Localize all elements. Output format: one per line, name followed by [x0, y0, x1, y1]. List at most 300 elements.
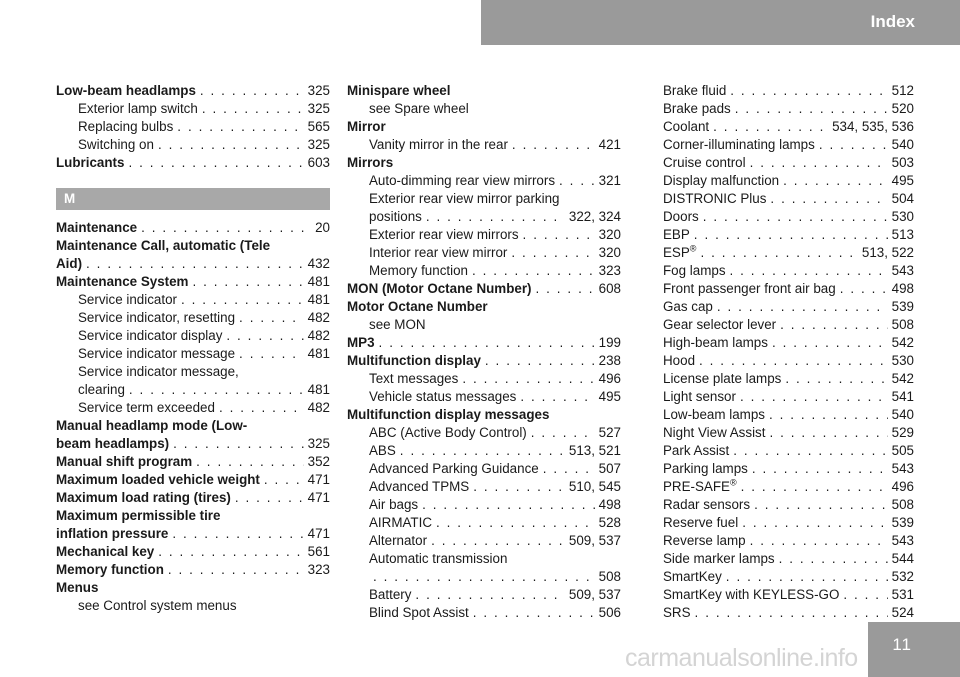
index-entry: [56, 219, 330, 237]
index-entry: [663, 442, 914, 460]
entry-page: 534, 535, 536: [832, 119, 914, 134]
entry-page: 323: [598, 263, 621, 278]
entry-page: 507: [598, 461, 621, 476]
leader-dots: [752, 460, 888, 478]
entry-label: inflation pressure: [56, 526, 169, 541]
entry-label: Service indicator: [78, 292, 177, 307]
index-entry: [347, 136, 621, 154]
entry-page: 323: [307, 562, 330, 577]
index-entry: [347, 82, 621, 100]
entry-label: Service term exceeded: [78, 400, 215, 415]
leader-dots: [733, 442, 887, 460]
leader-dots: [512, 136, 595, 154]
entry-label: Gas cap: [663, 299, 713, 314]
entry-label: Low-beam lamps: [663, 407, 765, 422]
entry-label: Advanced TPMS: [369, 479, 470, 494]
index-column-1: [56, 82, 330, 615]
index-entry: [56, 255, 330, 273]
entry-page: 481: [307, 346, 330, 361]
index-entry: [663, 190, 914, 208]
index-entry: [663, 550, 914, 568]
index-entry: [347, 316, 621, 334]
leader-dots: [750, 154, 888, 172]
index-entry: [347, 226, 621, 244]
entry-page: 481: [307, 382, 330, 397]
entry-label: Maintenance System: [56, 274, 189, 289]
entry-label: MON (Motor Octane Number): [347, 281, 532, 296]
index-entry: [663, 82, 914, 100]
entry-page: 505: [891, 443, 914, 458]
leader-dots: [226, 327, 303, 345]
entry-label: positions: [369, 209, 422, 224]
index-entry: [663, 298, 914, 316]
entry-page: 325: [307, 436, 330, 451]
index-entry: [56, 525, 330, 543]
entry-page: 527: [598, 425, 621, 440]
entry-label: Text messages: [369, 371, 459, 386]
leader-dots: [177, 118, 303, 136]
entry-label: Maximum loaded vehicle weight: [56, 472, 260, 487]
entry-label: Advanced Parking Guidance: [369, 461, 539, 476]
entry-page: 544: [891, 551, 914, 566]
index-entry: [663, 262, 914, 280]
entry-label: Vanity mirror in the rear: [369, 137, 508, 152]
leader-dots: [730, 262, 888, 280]
leader-dots: [699, 352, 888, 370]
index-entry: [347, 262, 621, 280]
entry-label: Memory function: [369, 263, 468, 278]
entry-label: Brake pads: [663, 101, 731, 116]
entry-label: ESP®: [663, 243, 697, 260]
leader-dots: [373, 568, 595, 586]
entry-page: 529: [891, 425, 914, 440]
leader-dots: [772, 334, 888, 352]
index-entry: [347, 424, 621, 442]
index-entry: [347, 442, 621, 460]
entry-label: DISTRONIC Plus: [663, 191, 767, 206]
entry-page: 481: [307, 292, 330, 307]
entry-label: see Spare wheel: [369, 101, 469, 116]
entry-label: Auto-dimming rear view mirrors: [369, 173, 556, 188]
entry-page: 498: [598, 497, 621, 512]
entry-page: 509, 537: [568, 587, 621, 602]
entry-page: 199: [598, 335, 621, 350]
leader-dots: [436, 514, 595, 532]
leader-dots: [379, 334, 595, 352]
leader-dots: [730, 82, 887, 100]
index-entry: [56, 345, 330, 363]
index-entry: [347, 352, 621, 370]
index-entry: [663, 586, 914, 604]
index-entry: [663, 424, 914, 442]
entry-label: Radar sensors: [663, 497, 751, 512]
leader-dots: [239, 345, 304, 363]
entry-page: 482: [307, 328, 330, 343]
leader-dots: [783, 172, 888, 190]
entry-label: Hood: [663, 353, 696, 368]
entry-page: 520: [891, 101, 914, 116]
index-entry: [663, 100, 914, 118]
entry-label: beam headlamps): [56, 436, 170, 451]
leader-dots: [181, 291, 304, 309]
entry-label: Battery: [369, 587, 412, 602]
entry-page: 531: [891, 587, 914, 602]
entry-label: Gear selector lever: [663, 317, 777, 332]
entry-page: 528: [598, 515, 621, 530]
entry-page: 421: [598, 137, 621, 152]
index-entry: [56, 435, 330, 453]
index-entry: [663, 172, 914, 190]
leader-dots: [173, 435, 304, 453]
index-entry: [663, 136, 914, 154]
entry-label: High-beam lamps: [663, 335, 768, 350]
entry-label: Minispare wheel: [347, 83, 451, 98]
entry-page: 540: [891, 407, 914, 422]
leader-dots: [239, 309, 304, 327]
index-entry: [347, 568, 621, 586]
entries-group-l: [56, 82, 330, 172]
leader-dots: [128, 154, 303, 172]
entry-label: Service indicator message,: [78, 364, 239, 379]
entry-page: 509, 537: [568, 533, 621, 548]
leader-dots: [694, 226, 888, 244]
index-column-3: [663, 82, 914, 622]
entry-label: Air bags: [369, 497, 419, 512]
entry-label: Display malfunction: [663, 173, 780, 188]
entry-label: Coolant: [663, 119, 710, 134]
entry-page: 524: [891, 605, 914, 620]
entry-page: 352: [307, 454, 330, 469]
entry-label: ABS: [369, 443, 396, 458]
entry-page: 542: [891, 335, 914, 350]
leader-dots: [462, 370, 594, 388]
index-entry: [347, 460, 621, 478]
index-entry: [56, 579, 330, 597]
entry-label: Multifunction display messages: [347, 407, 550, 422]
entry-page: 482: [307, 310, 330, 325]
entry-page: 495: [891, 173, 914, 188]
leader-dots: [172, 525, 303, 543]
index-entry: [663, 604, 914, 622]
index-entry: [663, 280, 914, 298]
section-header-m: M: [56, 188, 330, 210]
entry-label: Mechanical key: [56, 544, 155, 559]
leader-dots: [141, 219, 311, 237]
leader-dots: [740, 388, 888, 406]
entry-page: 513, 522: [861, 245, 914, 260]
entry-page: 321: [598, 173, 621, 188]
entry-label: Park Assist: [663, 443, 730, 458]
entry-label: SmartKey: [663, 569, 722, 584]
entry-label: Lubricants: [56, 155, 125, 170]
index-entry: [56, 399, 330, 417]
leader-dots: [750, 532, 888, 550]
leader-dots: [129, 381, 304, 399]
index-entry: [663, 514, 914, 532]
leader-dots: [473, 478, 565, 496]
entry-label: see Control system menus: [78, 598, 237, 613]
entry-label: Light sensor: [663, 389, 736, 404]
entry-page: 503: [891, 155, 914, 170]
index-entry: [663, 226, 914, 244]
index-entry: [56, 363, 330, 381]
page-title: Index: [870, 12, 915, 31]
index-entry: [347, 154, 621, 172]
entry-label: Service indicator message: [78, 346, 236, 361]
entry-page: 320: [598, 227, 621, 242]
index-entry: [56, 273, 330, 291]
entry-label: Exterior lamp switch: [78, 101, 198, 116]
index-entry: [347, 604, 621, 622]
entry-page: 530: [891, 209, 914, 224]
leader-dots: [520, 388, 594, 406]
leader-dots: [695, 604, 888, 622]
entry-page: 565: [307, 119, 330, 134]
entry-page: 238: [598, 353, 621, 368]
entry-page: 603: [307, 155, 330, 170]
index-entry: [347, 280, 621, 298]
entry-label: Exterior rear view mirror parking: [369, 191, 560, 206]
leader-dots: [735, 100, 888, 118]
leader-dots: [785, 370, 887, 388]
entry-page: 540: [891, 137, 914, 152]
leader-dots: [754, 496, 888, 514]
entry-page: 530: [891, 353, 914, 368]
index-entry: [663, 208, 914, 226]
entry-label: Exterior rear view mirrors: [369, 227, 519, 242]
entry-label: Menus: [56, 580, 99, 595]
leader-dots: [523, 226, 595, 244]
page-number: 11: [892, 635, 912, 654]
index-entry: [663, 406, 914, 424]
leader-dots: [168, 561, 304, 579]
index-entry: [56, 471, 330, 489]
index-entry: [56, 381, 330, 399]
leader-dots: [86, 255, 304, 273]
index-entry: [347, 208, 621, 226]
leader-dots: [779, 550, 888, 568]
index-entry: [347, 190, 621, 208]
entry-label: EBP: [663, 227, 690, 242]
index-entry: [56, 136, 330, 154]
index-entry: [347, 550, 621, 568]
entry-page: 322, 324: [568, 209, 621, 224]
leader-dots: [769, 406, 888, 424]
index-entry: [347, 496, 621, 514]
index-entry: [347, 100, 621, 118]
entry-page: 561: [307, 544, 330, 559]
entry-label: Manual shift program: [56, 454, 193, 469]
index-entry: [56, 82, 330, 100]
leader-dots: [426, 208, 565, 226]
entry-label: Multifunction display: [347, 353, 481, 368]
entry-page: 432: [307, 256, 330, 271]
entry-label: Aid): [56, 256, 83, 271]
index-entry: [56, 118, 330, 136]
entry-page: 495: [598, 389, 621, 404]
index-entry: [56, 291, 330, 309]
index-entry: [663, 496, 914, 514]
entry-page: 543: [891, 263, 914, 278]
entry-label: Parking lamps: [663, 461, 748, 476]
entry-label: Manual headlamp mode (Low-: [56, 418, 248, 433]
leader-dots: [400, 442, 565, 460]
index-entry: [56, 597, 330, 615]
entry-label: Reverse lamp: [663, 533, 746, 548]
entry-label: Interior rear view mirror: [369, 245, 508, 260]
index-entry: [56, 543, 330, 561]
entry-page: 532: [891, 569, 914, 584]
index-entry: [347, 478, 621, 496]
index-entry: [663, 532, 914, 550]
entry-label: Memory function: [56, 562, 164, 577]
entry-label: Doors: [663, 209, 699, 224]
index-entry: [56, 489, 330, 507]
entry-page: 512: [891, 83, 914, 98]
index-entry: [347, 406, 621, 424]
leader-dots: [700, 244, 857, 262]
index-entry: [663, 334, 914, 352]
entry-page: 498: [891, 281, 914, 296]
index-entry: [663, 316, 914, 334]
leader-dots: [473, 604, 595, 622]
entry-page: 481: [307, 274, 330, 289]
entry-label: Vehicle status messages: [369, 389, 517, 404]
page-number-box: [868, 622, 960, 677]
index-entry: [56, 100, 330, 118]
leader-dots: [726, 568, 888, 586]
index-entry: [663, 244, 914, 262]
leader-dots: [511, 244, 594, 262]
registered-mark: ®: [689, 243, 697, 254]
entry-label: SmartKey with KEYLESS-GO: [663, 587, 840, 602]
leader-dots: [200, 82, 304, 100]
index-entry: [347, 514, 621, 532]
entry-label: SRS: [663, 605, 691, 620]
entry-page: 471: [307, 490, 330, 505]
entry-page: 508: [891, 317, 914, 332]
index-column-2: [347, 82, 621, 622]
leader-dots: [780, 316, 888, 334]
entry-page: 543: [891, 533, 914, 548]
leader-dots: [202, 100, 304, 118]
leader-dots: [415, 586, 564, 604]
entry-label: Corner-illuminating lamps: [663, 137, 815, 152]
entry-page: 320: [598, 245, 621, 260]
entry-label: Replacing bulbs: [78, 119, 174, 134]
index-entry: [663, 118, 914, 136]
entry-label: Front passenger front air bag: [663, 281, 836, 296]
index-entry: [56, 561, 330, 579]
leader-dots: [422, 496, 595, 514]
entry-label: ABC (Active Body Control): [369, 425, 527, 440]
entry-page: 508: [891, 497, 914, 512]
index-entry: [347, 388, 621, 406]
entry-label: Motor Octane Number: [347, 299, 488, 314]
entries-group-m: [56, 219, 330, 615]
entry-page: 325: [307, 137, 330, 152]
leader-dots: [703, 208, 888, 226]
entry-label: Blind Spot Assist: [369, 605, 469, 620]
leader-dots: [219, 399, 304, 417]
entry-label: Fog lamps: [663, 263, 726, 278]
entry-page: 508: [598, 569, 621, 584]
entry-label: Maximum permissible tire: [56, 508, 221, 523]
index-entry: [56, 154, 330, 172]
entry-page: 513: [891, 227, 914, 242]
entry-label: Side marker lamps: [663, 551, 775, 566]
index-entry: [56, 453, 330, 471]
index-entry: [663, 568, 914, 586]
entry-page: 543: [891, 461, 914, 476]
entry-label: Maintenance: [56, 220, 138, 235]
leader-dots: [559, 172, 595, 190]
entry-page: 541: [891, 389, 914, 404]
entry-page: 20: [315, 220, 330, 235]
entry-page: 510, 545: [568, 479, 621, 494]
entry-page: 471: [307, 526, 330, 541]
index-entry: [347, 370, 621, 388]
index-entry: [56, 507, 330, 525]
entry-page: 482: [307, 400, 330, 415]
leader-dots: [158, 136, 304, 154]
entry-page: 471: [307, 472, 330, 487]
index-entry: [663, 154, 914, 172]
leader-dots: [235, 489, 304, 507]
entry-page: 325: [307, 83, 330, 98]
watermark: carmanualsonline.info: [625, 644, 858, 672]
entry-label: MP3: [347, 335, 375, 350]
entry-label: see MON: [369, 317, 426, 332]
index-entry: [663, 460, 914, 478]
leader-dots: [843, 586, 887, 604]
leader-dots: [472, 262, 595, 280]
index-entry: [347, 298, 621, 316]
leader-dots: [264, 471, 304, 489]
index-entry: [663, 352, 914, 370]
index-entry: [347, 118, 621, 136]
entry-label: Brake fluid: [663, 83, 727, 98]
entry-label: Reserve fuel: [663, 515, 739, 530]
leader-dots: [819, 136, 888, 154]
index-entry: [56, 327, 330, 345]
entry-page: 539: [891, 515, 914, 530]
entry-label: clearing: [78, 382, 125, 397]
leader-dots: [158, 543, 303, 561]
leader-dots: [192, 273, 303, 291]
index-entry: [347, 244, 621, 262]
leader-dots: [196, 453, 304, 471]
index-entry: [56, 237, 330, 255]
entry-label: Night View Assist: [663, 425, 766, 440]
entry-label: Alternator: [369, 533, 428, 548]
leader-dots: [531, 424, 595, 442]
index-entry: [663, 478, 914, 496]
index-entry: [347, 172, 621, 190]
entry-page: 496: [891, 479, 914, 494]
entry-page: 542: [891, 371, 914, 386]
leader-dots: [770, 190, 887, 208]
leader-dots: [717, 298, 888, 316]
entry-label: Mirrors: [347, 155, 394, 170]
index-entry: [347, 586, 621, 604]
index-entry: [56, 417, 330, 435]
entry-label: License plate lamps: [663, 371, 782, 386]
leader-dots: [769, 424, 887, 442]
leader-dots: [742, 514, 887, 532]
entry-label: AIRMATIC: [369, 515, 432, 530]
entry-page: 504: [891, 191, 914, 206]
